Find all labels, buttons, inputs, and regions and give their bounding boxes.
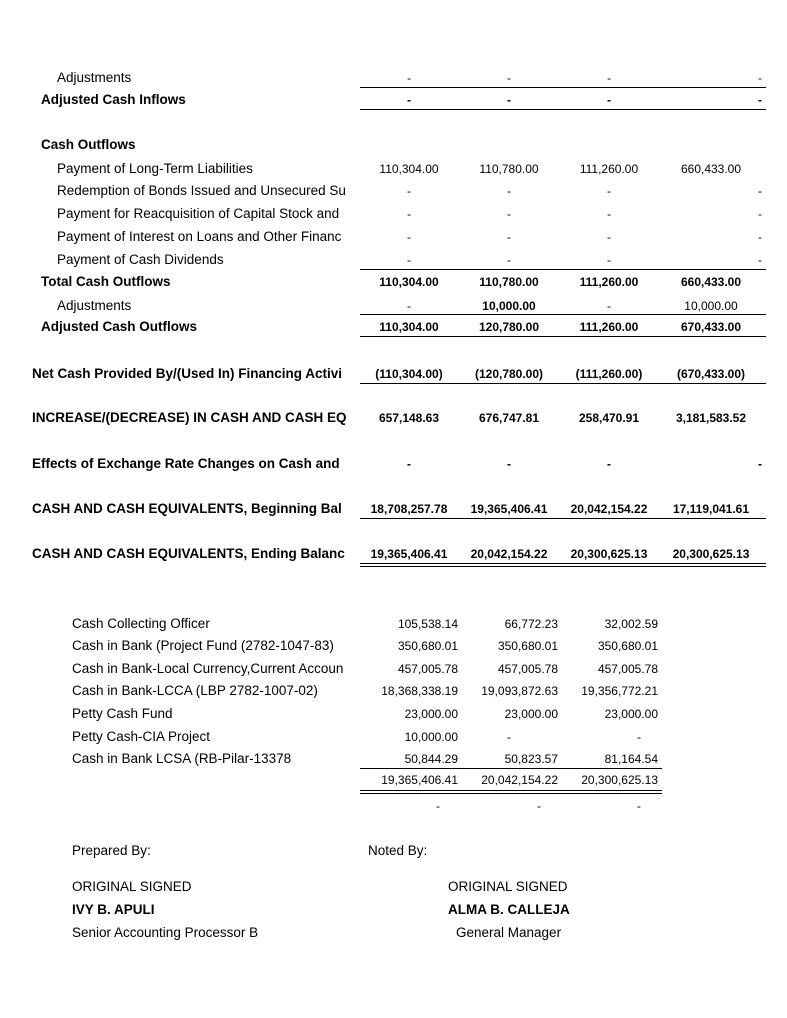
cell: (111,260.00) <box>575 367 643 381</box>
table-row <box>0 273 787 291</box>
cell: - <box>758 93 762 107</box>
cell: 10,000.00 <box>684 299 738 313</box>
cell: - <box>758 253 762 267</box>
cell: - <box>407 253 411 267</box>
noted-by-label: Noted By: <box>368 843 428 858</box>
cell: 20,300,625.13 <box>570 547 648 561</box>
cell: 110,304.00 <box>379 162 439 176</box>
table-row <box>0 500 787 518</box>
cell: 20,300,625.13 <box>581 773 658 787</box>
schedule-total-row <box>0 771 787 789</box>
cell: 111,260.00 <box>579 320 639 334</box>
cell: - <box>607 299 611 313</box>
cell: - <box>507 93 511 107</box>
schedule-check-row <box>0 797 787 815</box>
cell: 120,780.00 <box>478 320 540 334</box>
cell: - <box>607 71 611 85</box>
double-rule <box>360 790 662 794</box>
cell: - <box>758 457 762 471</box>
schedule-row <box>0 728 787 746</box>
cell: - <box>407 230 411 244</box>
table-row <box>0 365 787 383</box>
cell: 50,844.29 <box>404 752 458 766</box>
cell: 20,300,625.13 <box>672 547 750 561</box>
cell: 676,747.81 <box>478 411 540 425</box>
table-row <box>0 228 787 246</box>
cell: 657,148.63 <box>378 411 440 425</box>
row-label: Cash in Bank-Local Currency,Current Accoun <box>72 661 344 676</box>
cell: - <box>607 207 611 221</box>
row-label: Payment for Reacquisition of Capital Stock and <box>57 206 340 221</box>
cell: 23,000.00 <box>604 707 658 721</box>
cell: - <box>507 730 511 744</box>
cell: 111,260.00 <box>579 275 639 289</box>
table-row <box>0 455 787 473</box>
rule <box>360 383 766 384</box>
row-label: Payment of Long-Term Liabilities <box>57 161 253 176</box>
cell: 350,680.01 <box>597 639 658 653</box>
rule <box>360 269 766 270</box>
cell: - <box>758 207 762 221</box>
row-label: Adjustments <box>57 298 132 313</box>
row-label: Adjusted Cash Inflows <box>41 92 186 107</box>
cell: 19,365,406.41 <box>470 502 548 516</box>
cell: 111,260.00 <box>579 162 639 176</box>
cell: 66,772.23 <box>504 617 558 631</box>
table-row <box>0 160 787 178</box>
cell: - <box>407 207 411 221</box>
table-row <box>0 182 787 200</box>
row-label: INCREASE/(DECREASE) IN CASH AND CASH EQ <box>32 410 347 425</box>
cell: 23,000.00 <box>404 707 458 721</box>
cell: 110,780.00 <box>479 275 539 289</box>
cell: 457,005.78 <box>497 662 558 676</box>
cell: - <box>507 253 511 267</box>
cell: - <box>507 184 511 198</box>
rule <box>360 87 766 88</box>
cell: 19,365,406.41 <box>381 773 458 787</box>
cell: 660,433.00 <box>680 275 742 289</box>
cell: 81,164.54 <box>604 752 658 766</box>
cell: - <box>436 799 440 813</box>
row-label: Redemption of Bonds Issued and Unsecured Su <box>57 183 346 198</box>
cell: 110,304.00 <box>379 275 439 289</box>
cell: - <box>537 799 541 813</box>
cell: 19,093,872.63 <box>481 684 558 698</box>
prepared-status: ORIGINAL SIGNED <box>72 879 192 894</box>
cell: 17,119,041.61 <box>672 502 750 516</box>
cell: 19,365,406.41 <box>370 547 448 561</box>
cell: - <box>407 93 411 107</box>
row-label: Net Cash Provided By/(Used In) Financing Activi <box>32 366 343 381</box>
cell: 32,002.59 <box>604 617 658 631</box>
cell: - <box>607 184 611 198</box>
cell: - <box>607 457 611 471</box>
cell: - <box>407 71 411 85</box>
cell: 18,368,338.19 <box>381 684 458 698</box>
cell: (670,433.00) <box>676 367 746 381</box>
cell: 20,042,154.22 <box>481 773 558 787</box>
table-row <box>0 205 787 223</box>
prepared-name: IVY B. APULI <box>72 902 155 917</box>
cell: - <box>507 207 511 221</box>
cell: 10,000.00 <box>404 730 458 744</box>
cell: - <box>607 253 611 267</box>
row-label: Total Cash Outflows <box>41 274 171 289</box>
row-label: Payment of Interest on Loans and Other Financ <box>57 229 342 244</box>
schedule-row <box>0 637 787 655</box>
row-label: Cash in Bank-LCCA (LBP 2782-1007-02) <box>72 683 318 698</box>
row-label: CASH AND CASH EQUIVALENTS, Beginning Bal <box>32 501 342 516</box>
rule <box>360 314 766 315</box>
section-heading <box>0 136 787 154</box>
cell: (110,304.00) <box>375 367 443 381</box>
prepared-by-label: Prepared By: <box>72 843 151 858</box>
row-label: CASH AND CASH EQUIVALENTS, Ending Balanc <box>32 546 345 561</box>
cell: 105,538.14 <box>397 617 458 631</box>
cell: 670,433.00 <box>680 320 742 334</box>
noted-status: ORIGINAL SIGNED <box>448 879 568 894</box>
schedule-row <box>0 682 787 700</box>
row-label: Cash in Bank LCSA (RB-Pilar-13378 <box>72 751 292 766</box>
cell: - <box>607 93 611 107</box>
cell: 457,005.78 <box>597 662 658 676</box>
rule <box>360 768 662 769</box>
cell: 20,042,154.22 <box>570 502 648 516</box>
noted-name: ALMA B. CALLEJA <box>448 902 570 917</box>
cell: 350,680.01 <box>397 639 458 653</box>
schedule-row <box>0 660 787 678</box>
table-row <box>0 297 787 315</box>
cell: - <box>407 299 411 313</box>
cell: - <box>507 457 511 471</box>
cell: - <box>507 230 511 244</box>
table-row <box>0 69 787 87</box>
cell: - <box>407 457 411 471</box>
schedule-row <box>0 615 787 633</box>
noted-title: General Manager <box>456 925 562 940</box>
row-label: Cash Collecting Officer <box>72 616 210 631</box>
cell: 350,680.01 <box>497 639 558 653</box>
cell: - <box>637 799 641 813</box>
row-label: Effects of Exchange Rate Changes on Cash and <box>32 456 340 471</box>
cell: 18,708,257.78 <box>370 502 448 516</box>
cell: - <box>407 184 411 198</box>
cell: 19,356,772.21 <box>581 684 658 698</box>
schedule-row <box>0 705 787 723</box>
row-label: Cash in Bank (Project Fund (2782-1047-83) <box>72 638 334 653</box>
table-row <box>0 409 787 427</box>
cell: 660,433.00 <box>680 162 742 176</box>
cell: (120,780.00) <box>474 367 544 381</box>
rule <box>360 336 766 337</box>
row-label: Payment of Cash Dividends <box>57 252 224 267</box>
rule <box>360 109 766 110</box>
cell: 258,470.91 <box>578 411 640 425</box>
row-label: Cash Outflows <box>41 137 136 152</box>
cell: - <box>637 730 641 744</box>
table-row <box>0 545 787 563</box>
rule <box>360 518 766 519</box>
cell: - <box>607 230 611 244</box>
table-row <box>0 91 787 109</box>
double-rule <box>360 563 766 567</box>
schedule-row <box>0 750 787 768</box>
table-row <box>0 318 787 336</box>
prepared-title: Senior Accounting Processor B <box>72 925 259 940</box>
row-label: Petty Cash Fund <box>72 706 173 721</box>
table-row <box>0 251 787 269</box>
row-label: Adjusted Cash Outflows <box>41 319 198 334</box>
cell: - <box>758 184 762 198</box>
cell: 110,304.00 <box>379 320 439 334</box>
cell: 23,000.00 <box>504 707 558 721</box>
cell: 457,005.78 <box>397 662 458 676</box>
cell: - <box>507 71 511 85</box>
row-label: Adjustments <box>57 70 132 85</box>
cell: - <box>758 71 762 85</box>
cell: 110,780.00 <box>479 162 539 176</box>
cell: 10,000.00 <box>482 299 536 313</box>
cell: - <box>758 230 762 244</box>
row-label: Petty Cash-CIA Project <box>72 729 211 744</box>
cell: 20,042,154.22 <box>470 547 548 561</box>
cell: 50,823.57 <box>504 752 558 766</box>
cell: 3,181,583.52 <box>675 411 747 425</box>
